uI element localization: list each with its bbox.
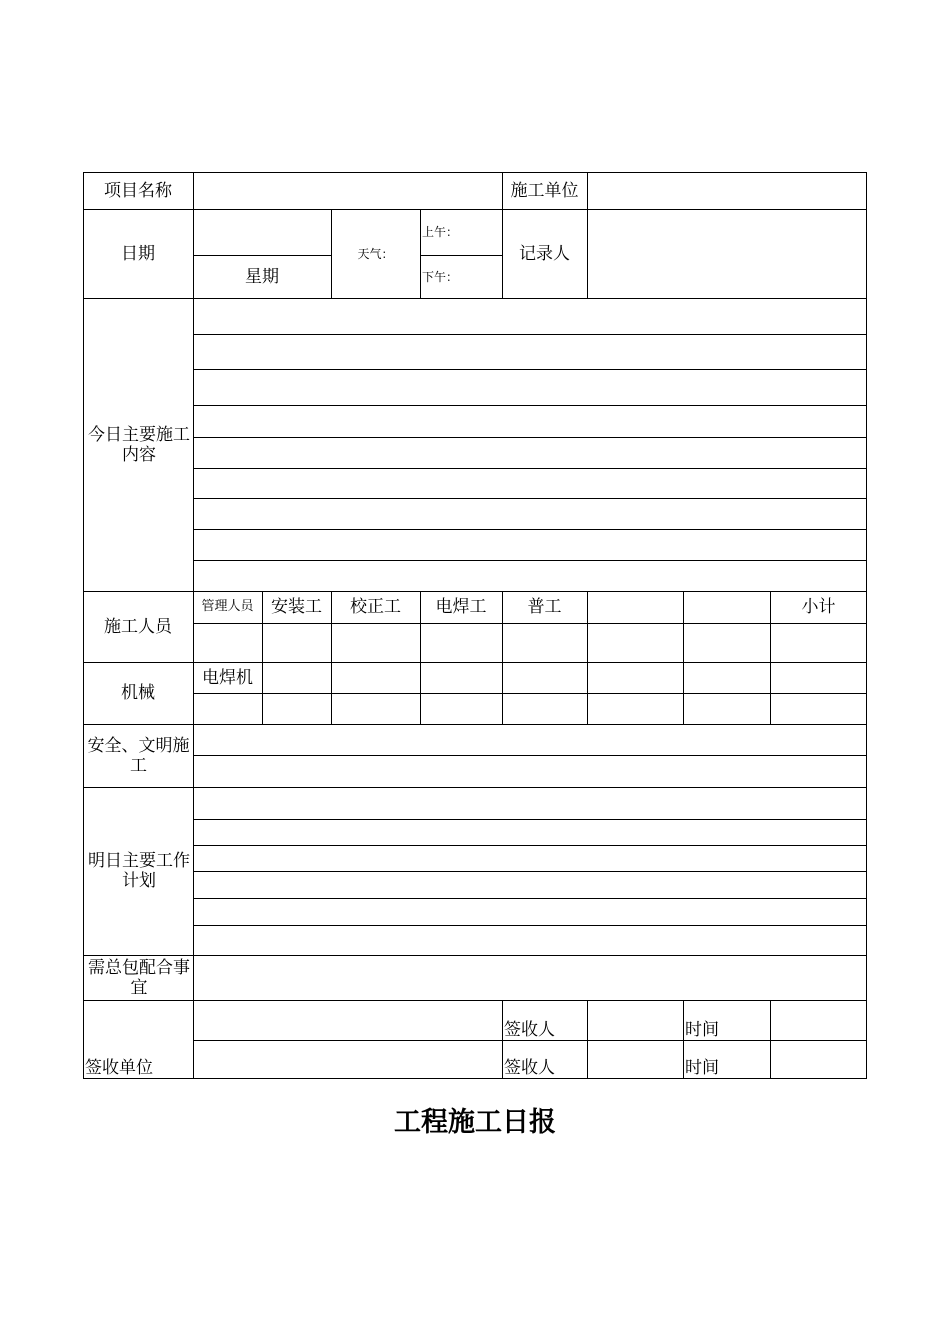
machinery-label: 机械 [121, 683, 155, 703]
worker-type-welder: 电焊工 [435, 597, 487, 617]
today-work-label: 今日主要施工内容 [88, 424, 190, 465]
weather-morning-label: 上午： [422, 225, 459, 239]
workers-label: 施工人员 [104, 616, 172, 637]
worker-type-blank-1 [587, 591, 683, 623]
worker-type-installer: 安装工 [271, 597, 322, 617]
recorder-label: 记录人 [519, 243, 570, 264]
date-label: 日期 [121, 243, 155, 264]
time-label-2: 时间 [685, 1058, 719, 1078]
contractor-field[interactable] [588, 173, 866, 209]
worker-type-manager: 管理人员 [201, 599, 254, 614]
time-label-1: 时间 [685, 1020, 719, 1040]
worker-type-corrector: 校正工 [350, 597, 401, 617]
coordination-label: 需总包配合事宜 [88, 957, 190, 998]
worker-type-blank-2 [683, 591, 770, 623]
worker-type-subtotal: 小计 [801, 597, 836, 617]
receiver-label-1: 签收人 [504, 1020, 555, 1040]
weekday-label: 星期 [245, 266, 279, 287]
machine-type-welder: 电焊机 [202, 667, 253, 688]
weather-afternoon-label: 下午： [422, 269, 459, 284]
date-field[interactable] [194, 210, 331, 255]
project-name-label: 项目名称 [104, 180, 172, 201]
contractor-label: 施工单位 [510, 180, 579, 201]
recorder-field[interactable] [588, 210, 866, 298]
tomorrow-plan-label: 明日主要工作计划 [88, 851, 190, 891]
coordination-field[interactable] [194, 956, 866, 1000]
receiving-unit-label: 签收单位 [85, 1058, 153, 1078]
daily-report-form [83, 172, 867, 1079]
worker-type-laborer: 普工 [527, 597, 562, 617]
safety-label: 安全、文明施工 [87, 735, 190, 776]
project-name-field[interactable] [194, 173, 502, 209]
weather-label: 天气： [357, 246, 394, 261]
receiver-label-2: 签收人 [504, 1058, 555, 1078]
document-title: 工程施工日报 [394, 1107, 556, 1138]
